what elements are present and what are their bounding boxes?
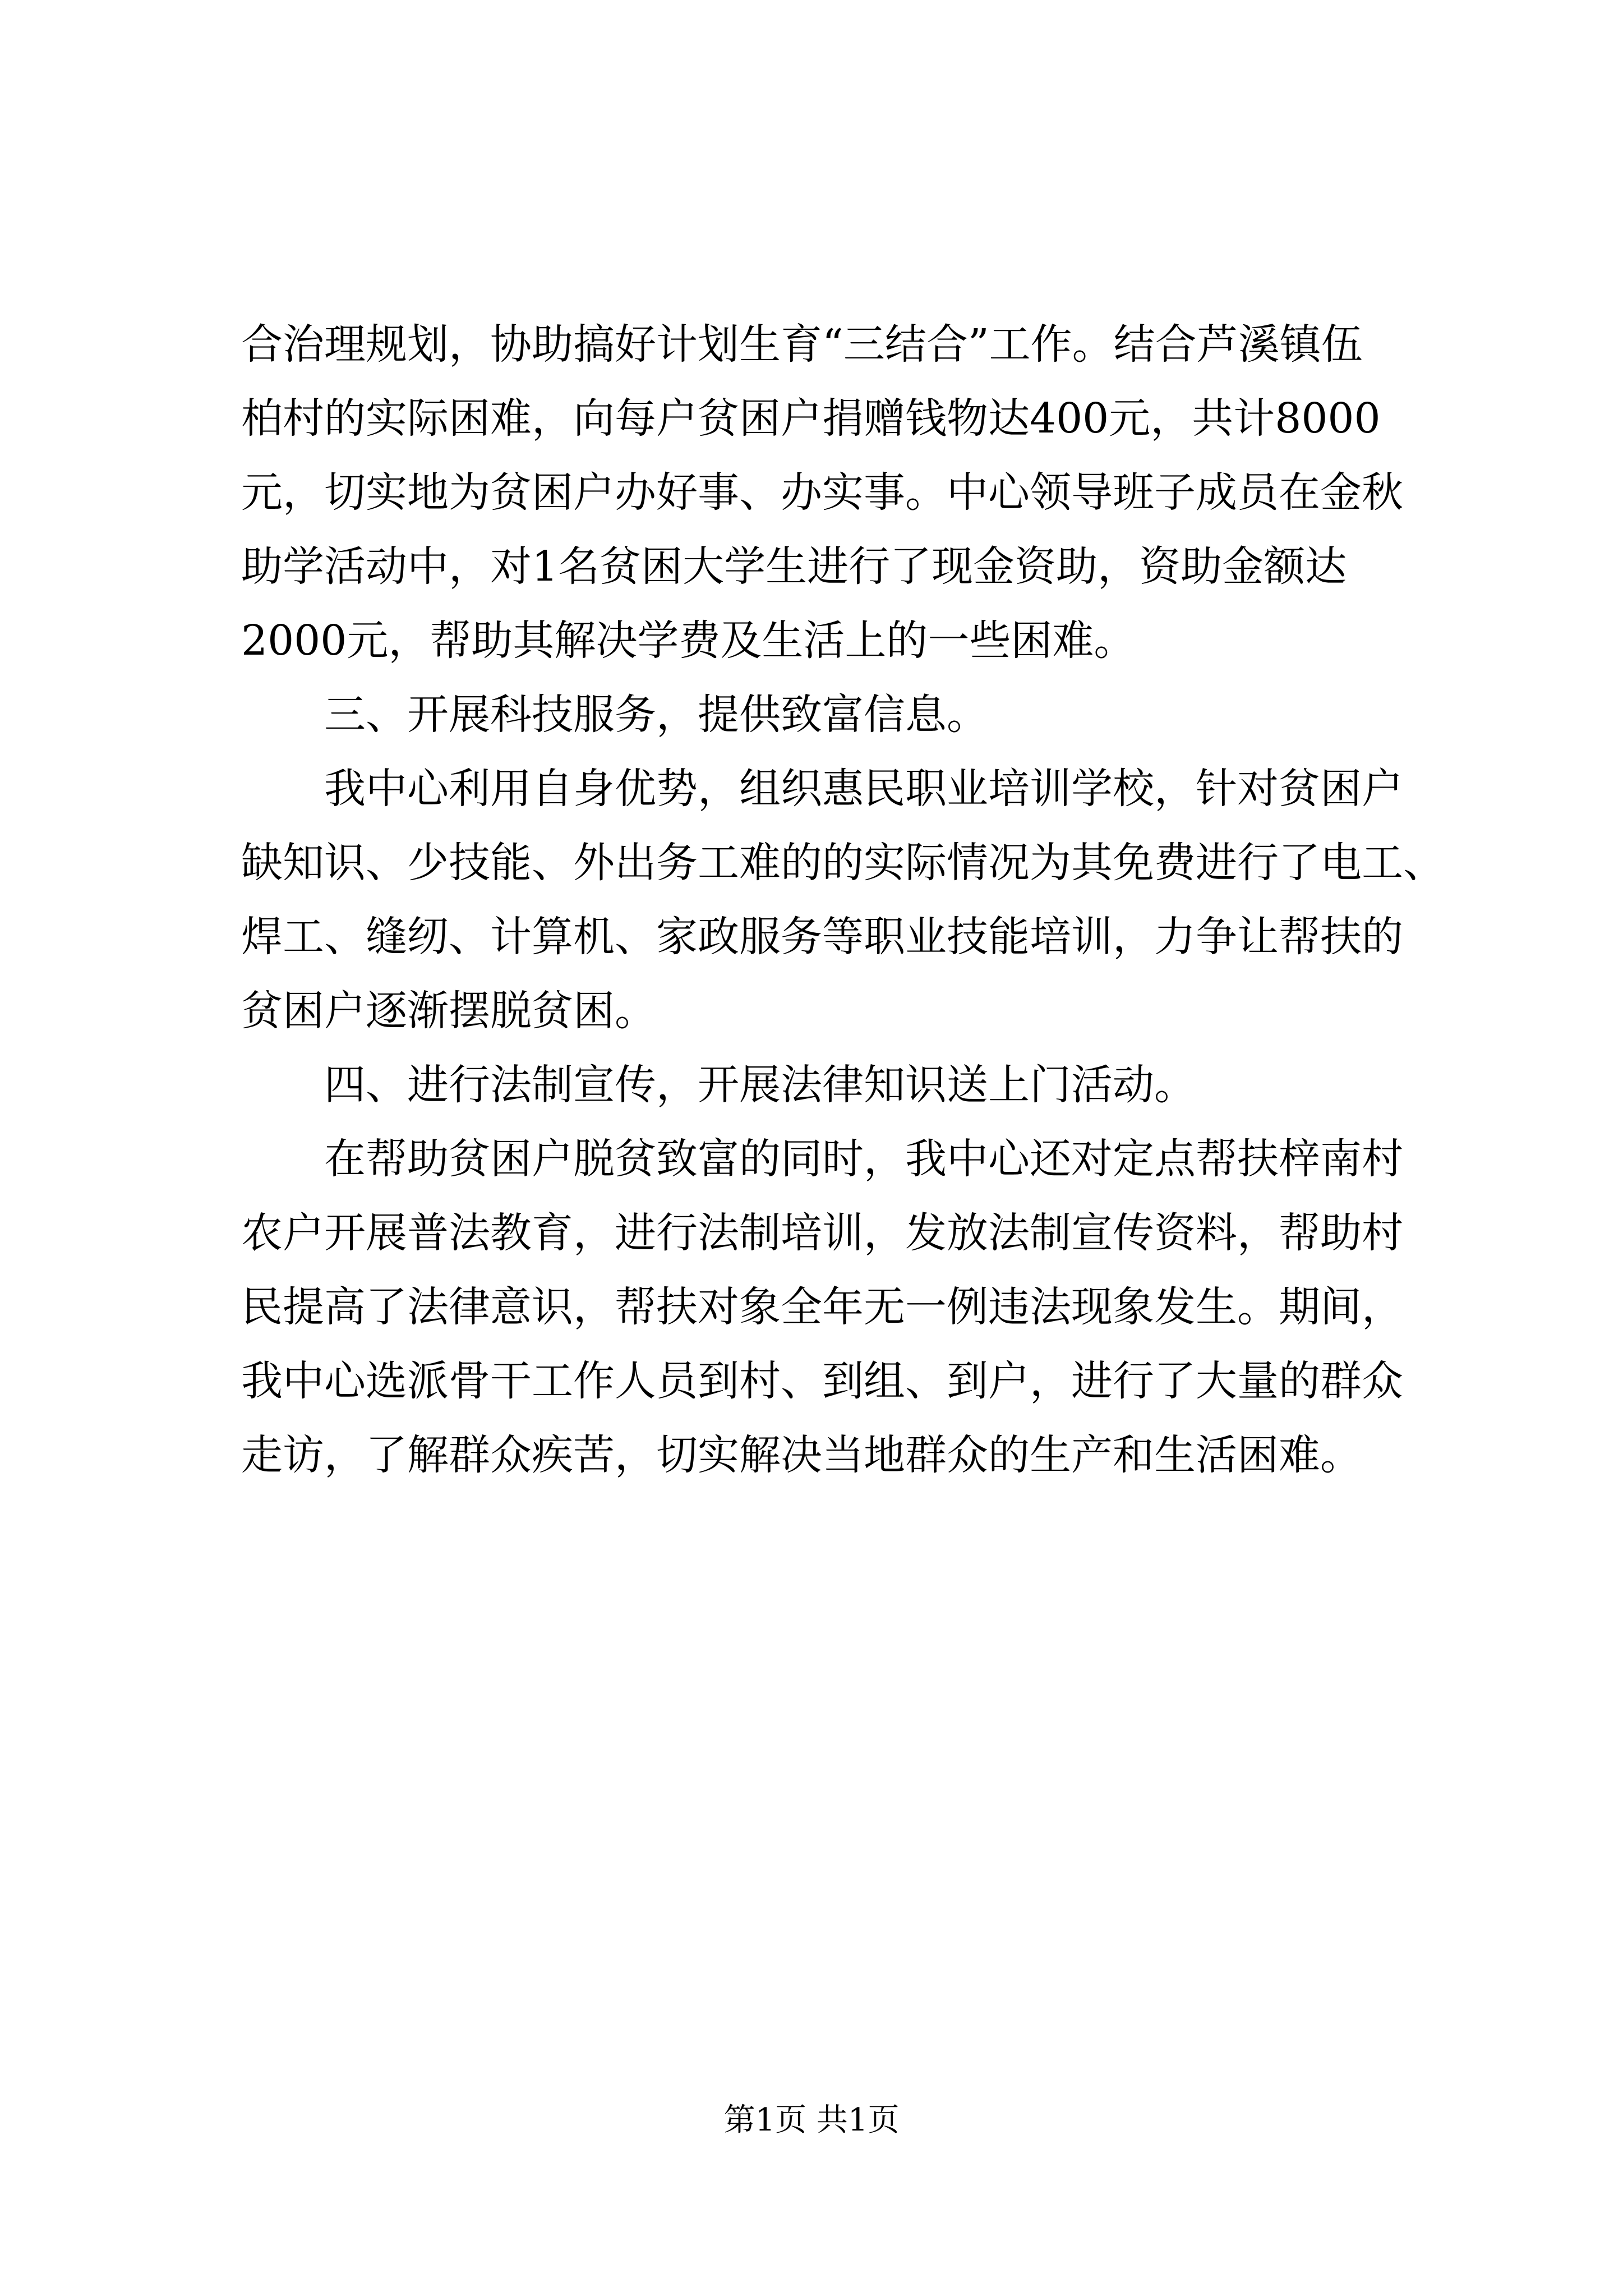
paragraph-line: 缺知识、少技能、外出务工难的的实际情况为其免费进行了电工、 xyxy=(241,839,1445,887)
paragraph-line: 在帮助贫困户脱贫致富的同时，我中心还对定点帮扶梓南村 xyxy=(241,1135,1403,1183)
paragraph-line: 合治理规划，协助搞好计划生育“三结合”工作。结合芦溪镇伍 xyxy=(241,320,1363,369)
section-heading: 四、进行法制宣传，开展法律知识送上门活动。 xyxy=(241,1061,1196,1109)
paragraph-line: 焊工、缝纫、计算机、家政服务等职业技能培训，力争让帮扶的 xyxy=(241,913,1403,961)
section-heading: 三、开展科技服务，提供致富信息。 xyxy=(241,691,988,739)
paragraph-line: 民提高了法律意识，帮扶对象全年无一例违法现象发生。期间， xyxy=(241,1283,1403,1331)
paragraph-line: 贫困户逐渐摆脱贫困。 xyxy=(241,987,656,1035)
body-text xyxy=(241,307,1445,1492)
paragraph-line: 助学活动中，对1名贫困大学生进行了现金资助，资助金额达 xyxy=(241,542,1347,591)
paragraph-line: 我中心利用自身优势，组织惠民职业培训学校，针对贫困户 xyxy=(241,765,1403,813)
page-footer: 第1页 共1页 xyxy=(723,2102,900,2138)
paragraph-line: 农户开展普法教育，进行法制培训，发放法制宣传资料，帮助村 xyxy=(241,1209,1403,1257)
paragraph-line: 2000元，帮助其解决学费及生活上的一些困难。 xyxy=(241,616,1136,665)
paragraph-line: 走访，了解群众疾苦，切实解决当地群众的生产和生活困难。 xyxy=(241,1431,1362,1479)
paragraph-line: 元，切实地为贫困户办好事、办实事。中心领导班子成员在金秋 xyxy=(241,468,1403,517)
paragraph-line: 我中心选派骨干工作人员到村、到组、到户，进行了大量的群众 xyxy=(241,1357,1403,1405)
paragraph-line: 柏村的实际困难，向每户贫困户捐赠钱物达400元，共计8000 xyxy=(241,394,1381,443)
